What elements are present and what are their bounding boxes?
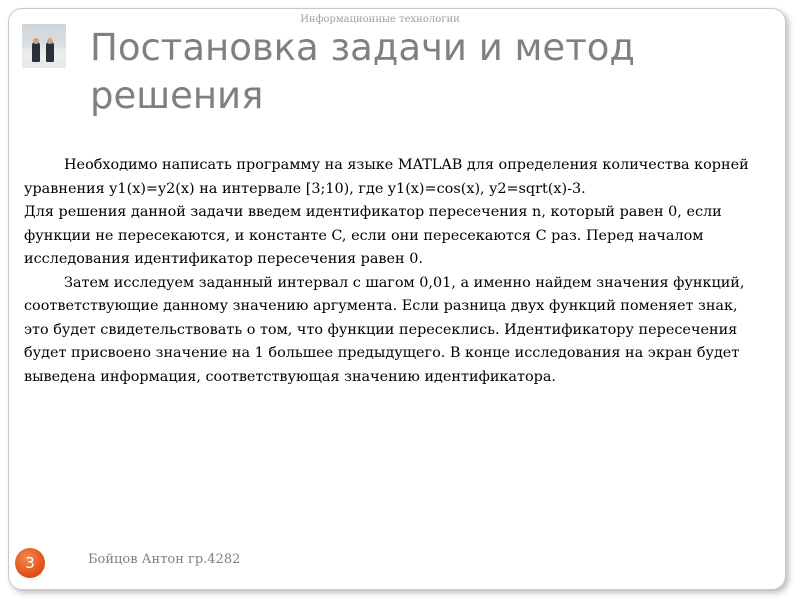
author-photo (22, 24, 66, 68)
slide-title: Постановка задачи и метод решения (90, 26, 635, 117)
photo-head-left (33, 38, 39, 44)
slide-number-badge: 3 (15, 548, 45, 578)
photo-person-left (32, 42, 40, 62)
slide-header: Информационные технологии (300, 14, 460, 25)
paragraph-method: Затем исследуем заданный интервал с шагом 0,01, а именно найдем значения функций, соответствующие данному значению аргумента. Если разница двух функций поменяет знак, это будет свидетельствовать о том, что функции пересеклись. Идентификатору пересечения будет присвоено значение на 1 большее предыдущего. В конце исследования на экран будет выведена информация, соответствующая значению идентификатора. (24, 274, 745, 385)
footer-author: Бойцов Антон гр.4282 (88, 552, 241, 567)
photo-person-right (46, 42, 54, 62)
slide-body (24, 154, 750, 389)
photo-ground (22, 60, 66, 68)
paragraph-identifier: Для решения данной задачи введем идентификатор пересечения n, который равен 0, если функции не пересекаются, и константе C, если они пересекаются C раз. Перед началом исследования идентификатор пересечения равен 0. (24, 204, 722, 267)
paragraph-task: Необходимо написать программу на языке MATLAB для определения количества корней уравнения y1(x)=y2(x) на интервале [3;10), где y1(x)=cos(x), y2=sqrt(x)-3. (24, 157, 749, 197)
photo-head-right (47, 38, 53, 44)
